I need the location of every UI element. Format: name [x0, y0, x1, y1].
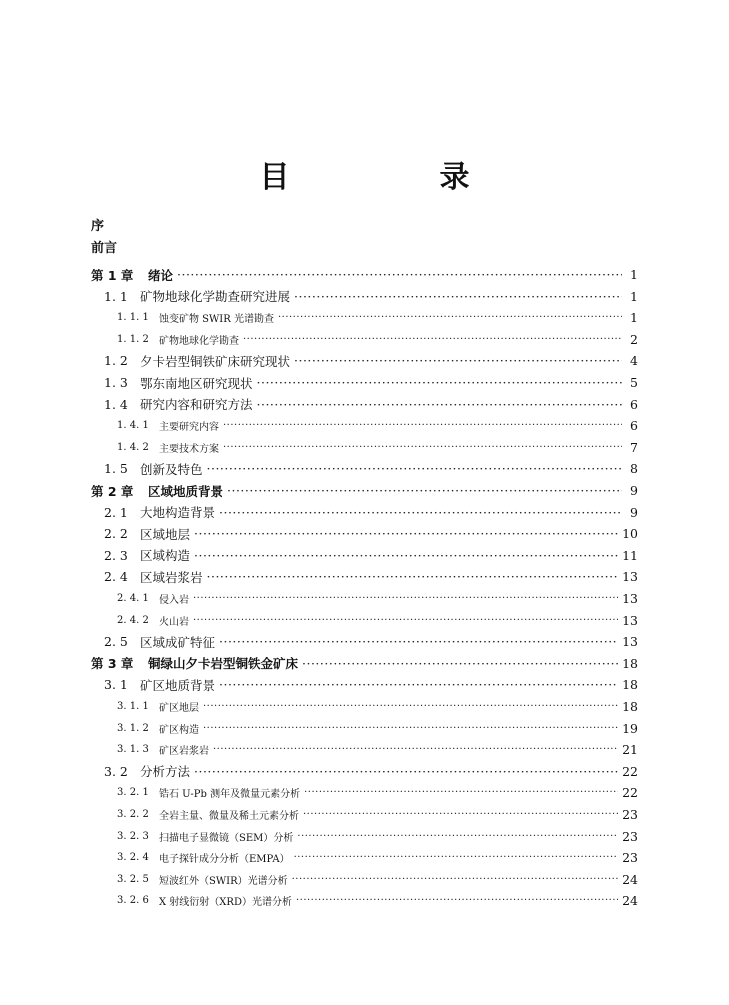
toc-entry-number: 第 3 章 [91, 656, 134, 672]
toc-entry[interactable] [117, 718, 638, 739]
toc-entry[interactable] [91, 264, 638, 285]
toc-entry-page: 1 [630, 288, 638, 304]
toc-entry[interactable] [117, 307, 638, 328]
toc-entry-number: 3. 1. 1 [117, 701, 149, 712]
toc-leader-dots [243, 334, 622, 345]
toc-entry-number: 1. 3 [104, 375, 128, 390]
toc-entry-page: 19 [622, 720, 638, 736]
toc-entry-page: 22 [622, 763, 638, 779]
toc-leader-dots [213, 744, 618, 755]
toc-leader-dots [207, 461, 622, 476]
toc-entry[interactable] [117, 329, 638, 350]
toc-entry-title: X 射线衍射（XRD）光谱分析 [159, 897, 292, 909]
toc-entry-page: 2 [630, 331, 638, 347]
toc-entry-page: 24 [622, 893, 638, 909]
toc-leader-dots [177, 267, 622, 282]
toc-entry-page: 1 [630, 267, 638, 282]
toc-entry-title: 扫描电子显微镜（SEM）分析 [159, 832, 294, 844]
front-matter-preface: 序 [91, 219, 105, 234]
toc-leader-dots [297, 831, 618, 842]
toc-entry[interactable] [104, 631, 638, 652]
toc-entry-page: 21 [622, 742, 638, 758]
page-title: 目 录 [259, 160, 530, 195]
toc-entry-title: 区域地层 [140, 526, 191, 542]
toc-entry-number: 2. 4. 1 [117, 593, 149, 604]
toc-entry-title: 短波红外（SWIR）光谱分析 [159, 875, 288, 887]
toc-entry[interactable] [117, 437, 638, 458]
toc-leader-dots [278, 312, 622, 323]
toc-entry-page: 6 [630, 418, 638, 434]
toc-entry-title: 全岩主量、微量及稀土元素分析 [159, 811, 299, 822]
toc-leader-dots [294, 289, 622, 304]
toc-entry-page: 4 [630, 353, 638, 369]
toc-entry-page: 13 [622, 612, 638, 628]
toc-entry[interactable] [91, 480, 638, 501]
toc-entry-page: 18 [622, 677, 638, 693]
toc-entry-page: 1 [630, 310, 638, 326]
toc-entry-page: 8 [630, 461, 638, 477]
toc-entry-number: 第 2 章 [91, 483, 134, 499]
toc-entry-title: 侵入岩 [159, 595, 189, 606]
toc-entry[interactable] [104, 674, 638, 695]
toc-entry-number: 2. 4. 2 [117, 614, 149, 626]
toc-entry-number: 2. 3 [104, 547, 128, 563]
front-matter-foreword: 前言 [91, 241, 118, 256]
toc-leader-dots [207, 569, 619, 584]
toc-leader-dots [304, 787, 618, 798]
toc-entry-page: 11 [622, 547, 638, 563]
toc-entry-number: 1. 1. 2 [117, 333, 149, 345]
toc-leader-dots [219, 505, 622, 520]
toc-entry[interactable] [117, 804, 638, 825]
toc-leader-dots [257, 397, 622, 412]
toc-entry-title: 主要技术方案 [159, 443, 219, 455]
toc-entry-title: 区域成矿特征 [140, 634, 216, 650]
toc-entry-title: 矿区地层 [159, 703, 199, 714]
toc-entry[interactable] [91, 653, 638, 674]
toc-entry-title: 大地构造背景 [140, 505, 216, 521]
toc-entry[interactable] [117, 847, 638, 868]
toc-entry-page: 24 [622, 871, 638, 887]
toc-entry[interactable] [117, 869, 638, 890]
toc-entry-page: 13 [622, 634, 638, 650]
toc-leader-dots [194, 526, 618, 541]
toc-leader-dots [223, 420, 622, 431]
toc-leader-dots [294, 353, 622, 368]
toc-entry-title: 分析方法 [140, 764, 191, 780]
toc-entry[interactable] [117, 696, 638, 717]
toc-entry-title: 区域地质背景 [148, 483, 224, 499]
toc-entry[interactable] [104, 761, 638, 782]
toc-entry-title: 矿区构造 [159, 724, 199, 736]
toc-entry-number: 2. 2 [104, 526, 128, 542]
toc-entry-number: 1. 4 [104, 396, 128, 412]
toc-leader-dots [193, 615, 618, 626]
toc-entry[interactable] [104, 372, 638, 393]
toc-entry-number: 2. 1 [104, 504, 128, 520]
toc-entry-page: 9 [630, 483, 638, 498]
toc-entry-page: 23 [622, 828, 638, 844]
toc-entry-page: 10 [622, 526, 638, 542]
toc-leader-dots [303, 809, 618, 820]
toc-entry-title: 铜绿山夕卡岩型铜铁金矿床 [148, 656, 299, 672]
toc-entry-page: 5 [630, 375, 638, 390]
toc-leader-dots [194, 548, 618, 563]
toc-entry-number: 1. 1. 1 [117, 312, 149, 324]
toc-leader-dots [292, 874, 618, 885]
toc-entry-title: 火山岩 [159, 616, 189, 628]
toc-entry[interactable] [104, 523, 638, 544]
toc-entry-title: 蚀变矿物 SWIR 光谱勘查 [159, 314, 274, 326]
toc-leader-dots [223, 442, 622, 453]
toc-entry-number: 3. 2. 5 [117, 873, 149, 885]
toc-entry-number: 1. 2 [104, 353, 128, 369]
toc-entry-page: 6 [630, 396, 638, 412]
toc-entry-number: 第 1 章 [91, 267, 134, 283]
toc-leader-dots [257, 375, 622, 390]
toc-leader-dots [193, 593, 618, 604]
toc-entry[interactable] [104, 350, 638, 371]
toc-entry-number: 3. 2 [104, 763, 128, 779]
toc-entry[interactable] [104, 545, 638, 566]
toc-entry-number: 1. 1 [104, 288, 128, 304]
toc-entry[interactable] [117, 890, 638, 911]
toc-entry-title: 夕卡岩型铜铁矿床研究现状 [140, 353, 291, 369]
toc-leader-dots [219, 677, 618, 692]
toc-entry-number: 1. 4. 2 [117, 441, 149, 453]
toc-entry[interactable] [117, 826, 638, 847]
toc-leader-dots [227, 483, 622, 498]
toc-entry[interactable] [104, 502, 638, 523]
toc-leader-dots [203, 701, 618, 712]
toc-entry-title: 矿区地质背景 [140, 677, 216, 693]
toc-entry-title: 创新及特色 [140, 461, 203, 477]
toc-leader-dots [194, 764, 618, 779]
toc-entry-title: 电子探针成分分析（EMPA） [159, 854, 290, 866]
toc-entry-title: 研究内容和研究方法 [140, 397, 253, 413]
toc-entry[interactable] [117, 588, 638, 609]
toc-entry-number: 3. 2. 2 [117, 809, 149, 820]
toc-entry[interactable] [104, 286, 638, 307]
toc-entry-number: 1. 4. 1 [117, 420, 149, 432]
toc-entry-number: 3. 2. 1 [117, 787, 149, 799]
toc-entry-title: 矿区岩浆岩 [159, 746, 209, 758]
toc-entry-title: 区域岩浆岩 [140, 569, 203, 585]
toc-entry-page: 18 [622, 655, 638, 671]
toc-entry[interactable] [117, 739, 638, 760]
toc-entry-number: 3. 1. 3 [117, 744, 149, 756]
toc-entry-title: 锆石 U-Pb 测年及微量元素分析 [159, 789, 301, 801]
toc-leader-dots [294, 852, 619, 863]
toc-entry-title: 矿物地球化学勘查 [159, 335, 239, 347]
toc-entry-page: 7 [630, 439, 638, 455]
toc-leader-dots [203, 723, 618, 734]
toc-entry-number: 3. 2. 6 [117, 895, 149, 907]
toc-entry-title: 主要研究内容 [159, 422, 219, 434]
toc-entry-page: 13 [622, 569, 638, 585]
toc-entry-number: 3. 1. 2 [117, 722, 149, 734]
toc-leader-dots [296, 895, 618, 906]
toc-entry-page: 22 [622, 785, 638, 801]
toc-entry-page: 23 [622, 807, 638, 822]
toc-leader-dots [219, 634, 618, 649]
toc-entry-number: 2. 5 [104, 634, 128, 650]
toc-entry[interactable] [104, 458, 638, 479]
toc-entry[interactable] [117, 610, 638, 631]
toc-entry-number: 1. 5 [104, 461, 128, 477]
toc-entry-page: 13 [622, 591, 638, 606]
toc-entry[interactable] [104, 394, 638, 415]
toc-entry-title: 绪论 [148, 267, 174, 283]
toc-leader-dots [302, 656, 618, 671]
toc-entry-title: 鄂东南地区研究现状 [140, 375, 253, 391]
toc-entry-number: 3. 2. 4 [117, 852, 149, 864]
toc-entry-number: 2. 4 [104, 569, 128, 585]
toc-entry[interactable] [117, 782, 638, 803]
toc-entry-number: 3. 2. 3 [117, 830, 149, 842]
toc-entry-page: 18 [622, 699, 638, 714]
toc-entry-title: 区域构造 [140, 548, 191, 564]
toc-entry[interactable] [117, 415, 638, 436]
toc-entry-page: 23 [622, 850, 638, 866]
toc-entry-title: 矿物地球化学勘查研究进展 [140, 289, 291, 305]
toc-entry-page: 9 [630, 504, 638, 520]
toc-entry[interactable] [104, 566, 638, 587]
toc-entry-number: 3. 1 [104, 677, 128, 693]
